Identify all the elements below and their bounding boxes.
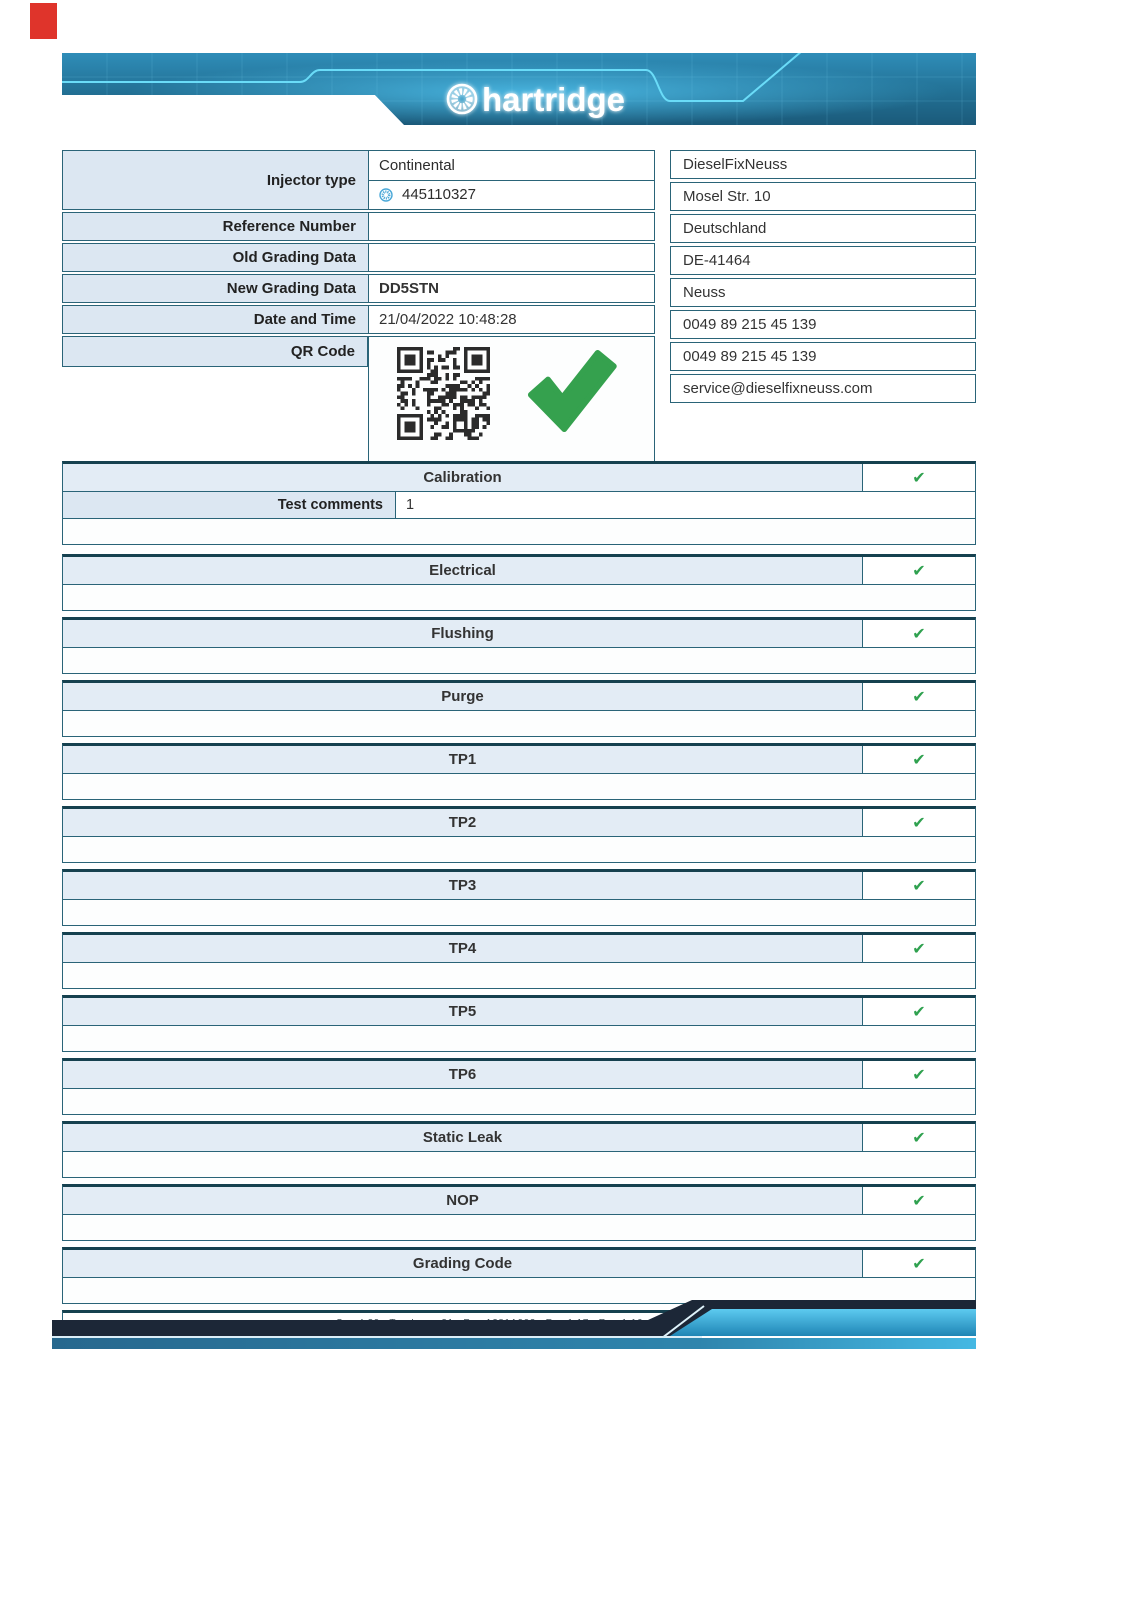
spacer-row — [63, 774, 975, 799]
bottom-strip — [52, 1338, 976, 1349]
check-icon: ✔ — [862, 746, 975, 773]
section-title: TP2 — [63, 809, 862, 836]
spacer-row — [63, 1026, 975, 1051]
injector-type-label: Injector type — [63, 151, 369, 209]
section-grading-code — [62, 1247, 976, 1304]
spacer-row — [63, 837, 975, 862]
spacer-row — [63, 963, 975, 988]
qr-label: QR Code — [62, 336, 368, 367]
section-tp3 — [62, 869, 976, 926]
wheel-mini-icon — [379, 188, 393, 202]
section-title: Purge — [63, 683, 862, 710]
spacer-row — [63, 1215, 975, 1240]
spacer-row — [63, 900, 975, 925]
test-comments-value: 1 — [406, 497, 415, 513]
bright-block — [668, 1308, 976, 1336]
section-title: Flushing — [63, 620, 862, 647]
info-row-old-grading — [62, 243, 655, 272]
spacer-row — [63, 1152, 975, 1177]
section-nop — [62, 1184, 976, 1241]
check-icon: ✔ — [862, 998, 975, 1025]
new-grading-label: New Grading Data — [63, 275, 369, 302]
section-title: TP1 — [63, 746, 862, 773]
section-header — [63, 464, 975, 492]
section-title: Electrical — [63, 557, 862, 584]
contact-country: Deutschland — [670, 214, 976, 243]
contact-table — [670, 150, 976, 406]
spacer-row — [63, 585, 975, 610]
check-icon: ✔ — [862, 809, 975, 836]
section-tp2 — [62, 806, 976, 863]
section-title: NOP — [63, 1187, 862, 1214]
section-electrical — [62, 554, 976, 611]
contact-street: Mosel Str. 10 — [670, 182, 976, 211]
injector-number-row — [369, 180, 654, 210]
spacer-row — [63, 519, 975, 544]
section-title: Calibration — [63, 464, 862, 491]
top-banner-graphic — [62, 53, 976, 125]
reference-label: Reference Number — [63, 213, 369, 240]
section-title: TP4 — [63, 935, 862, 962]
section-flushing — [62, 617, 976, 674]
section-tp1 — [62, 743, 976, 800]
spacer-row — [63, 711, 975, 736]
datetime-label: Date and Time — [63, 306, 369, 333]
section-calibration — [62, 461, 976, 545]
section-title: TP5 — [63, 998, 862, 1025]
contact-city: Neuss — [670, 278, 976, 307]
contact-postcode: DE-41464 — [670, 246, 976, 275]
check-icon: ✔ — [862, 1061, 975, 1088]
contact-email: service@dieselfixneuss.com — [670, 374, 976, 403]
info-row-new-grading — [62, 274, 655, 303]
check-icon: ✔ — [862, 683, 975, 710]
section-title: TP6 — [63, 1061, 862, 1088]
injector-number-value: 445110327 — [402, 186, 476, 204]
contact-fax: 0049 89 215 45 139 — [670, 342, 976, 371]
injector-make-value: Continental — [379, 156, 455, 174]
section-tp4 — [62, 932, 976, 989]
bottom-banner-graphic — [52, 1300, 976, 1350]
section-purge — [62, 680, 976, 737]
check-icon: ✔ — [862, 872, 975, 899]
test-comments-row — [63, 492, 975, 519]
check-icon: ✔ — [862, 1250, 975, 1277]
info-row-injector-type — [62, 150, 655, 210]
section-title: Grading Code — [63, 1250, 862, 1277]
check-icon: ✔ — [862, 1124, 975, 1151]
contact-phone: 0049 89 215 45 139 — [670, 310, 976, 339]
test-results — [62, 461, 976, 1334]
new-grading-value: DD5STN — [379, 280, 440, 297]
qr-cell — [368, 336, 655, 467]
spacer-row — [63, 1089, 975, 1114]
pass-check-icon — [521, 349, 617, 433]
check-icon: ✔ — [862, 935, 975, 962]
spacer-row — [63, 648, 975, 673]
section-title: TP3 — [63, 872, 862, 899]
old-grading-label: Old Grading Data — [63, 244, 369, 271]
bottom-banner — [52, 1300, 976, 1350]
top-banner — [62, 53, 976, 125]
section-static-leak — [62, 1121, 976, 1178]
info-row-datetime — [62, 305, 655, 334]
test-comments-label: Test comments — [63, 492, 396, 518]
red-corner-mark — [30, 3, 57, 39]
logo-text: hartridge — [482, 81, 626, 118]
injector-info-table — [62, 150, 655, 467]
section-title: Static Leak — [63, 1124, 862, 1151]
check-icon: ✔ — [862, 557, 975, 584]
section-tp5 — [62, 995, 976, 1052]
check-icon: ✔ — [862, 620, 975, 647]
old-grading-value — [369, 244, 654, 271]
section-tp6 — [62, 1058, 976, 1115]
contact-company: DieselFixNeuss — [670, 150, 976, 179]
info-row-reference — [62, 212, 655, 241]
reference-value — [369, 213, 654, 240]
check-icon: ✔ — [862, 464, 975, 491]
info-row-qr — [62, 336, 655, 467]
qr-code — [397, 347, 490, 440]
check-icon: ✔ — [862, 1187, 975, 1214]
datetime-value: 21/04/2022 10:48:28 — [379, 311, 517, 328]
